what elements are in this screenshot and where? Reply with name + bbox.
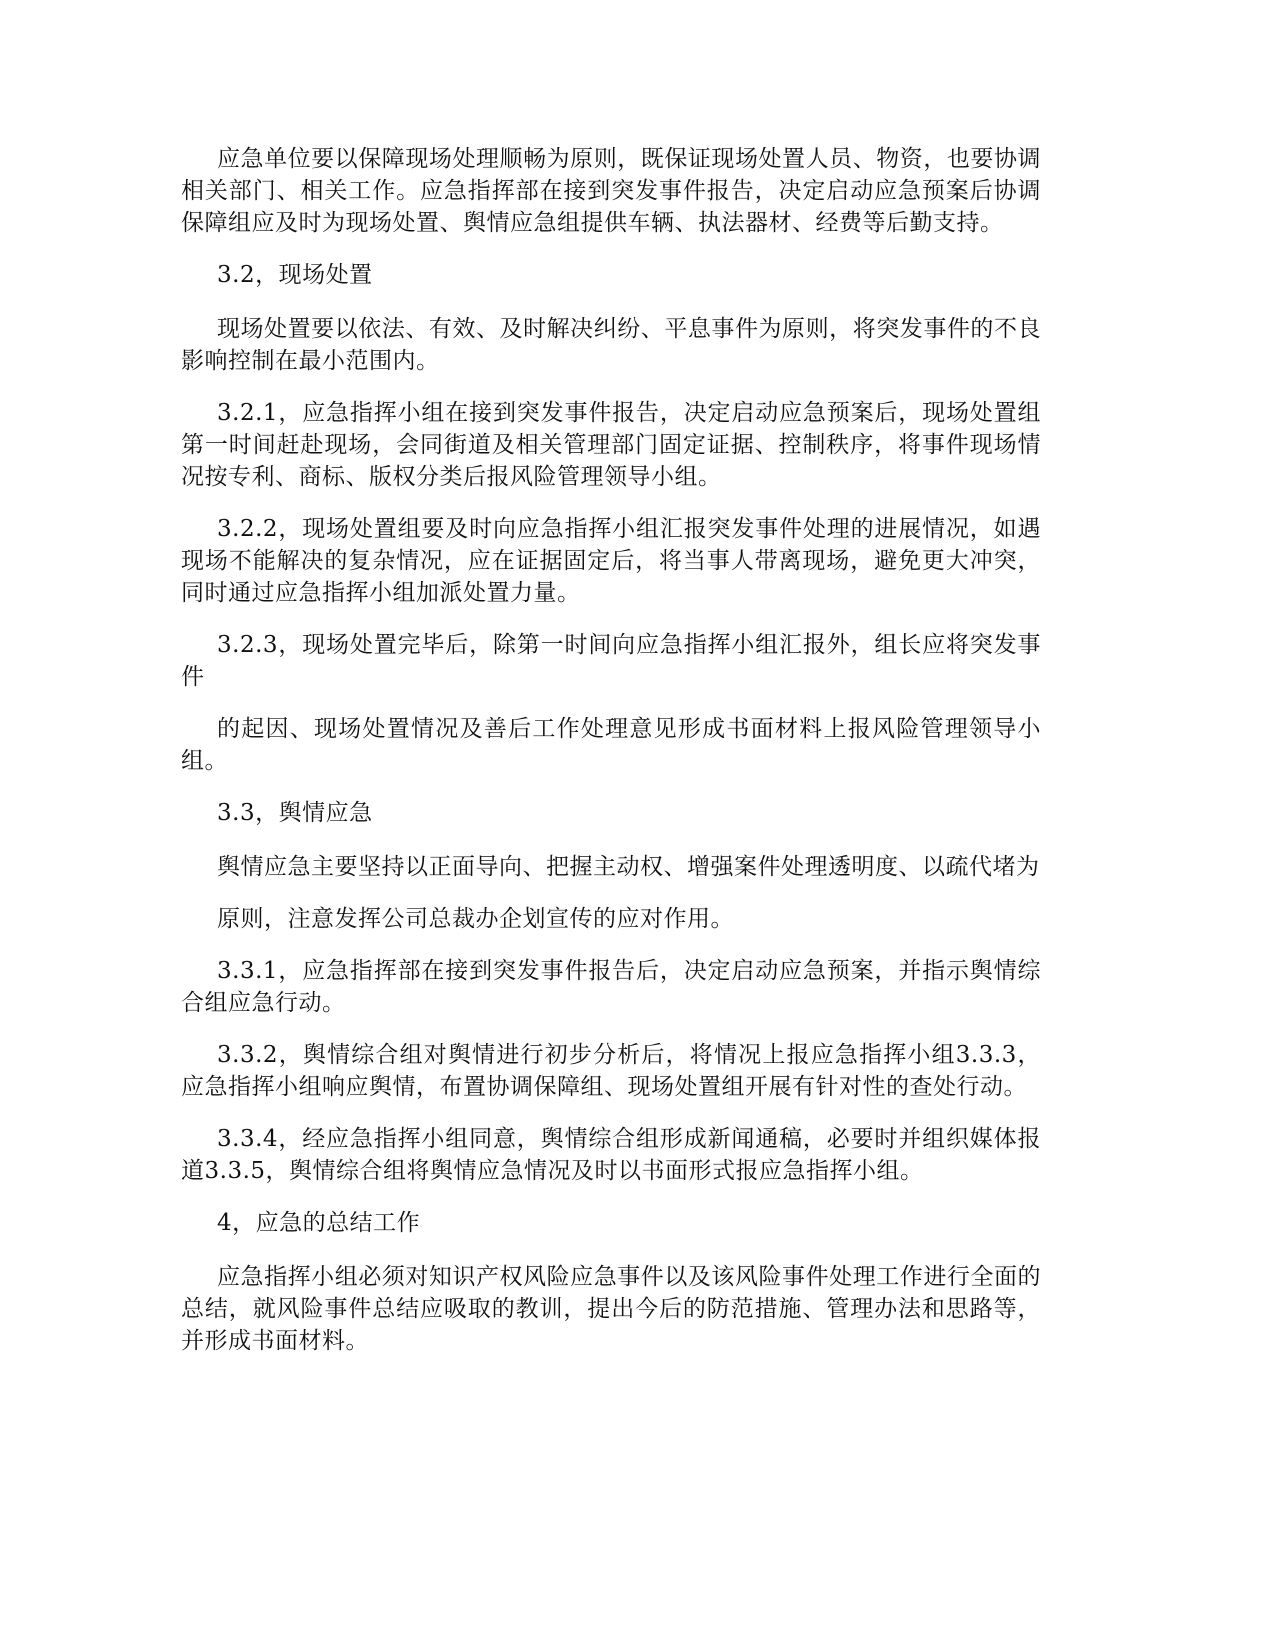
paragraph-3-2-1: 3.2.1，应急指挥小组在接到突发事件报告，决定启动应急预案后，现场处置组第一时间赶赴现场，会同街道及相关管理部门固定证据、控制秩序，将事件现场情况按专利、商标、版权分类后报风险管理领导小组。 bbox=[181, 400, 1041, 490]
paragraph-3-2-3: 3.2.3，现场处置完毕后，除第一时间向应急指挥小组汇报外，组长应将突发事件 bbox=[181, 632, 1041, 690]
document-body bbox=[181, 143, 1041, 1377]
section-heading-3-3: 3.3，舆情应急 bbox=[217, 800, 373, 826]
paragraph-3-3-4-5: 3.3.4，经应急指挥小组同意，舆情综合组形成新闻通稿，必要时并组织媒体报道3.3.5，舆情综合组将舆情应急情况及时以书面形式报应急指挥小组。 bbox=[181, 1126, 1041, 1184]
paragraph-public-opinion-principle: 舆情应急主要坚持以正面导向、把握主动权、增强案件处理透明度、以疏代堵为 bbox=[217, 854, 1040, 880]
paragraph-onsite-principle: 现场处置要以依法、有效、及时解决纠纷、平息事件为原则，将突发事件的不良影响控制在最小范围内。 bbox=[181, 316, 1041, 374]
paragraph-3-3-1: 3.3.1，应急指挥部在接到突发事件报告后，决定启动应急预案，并指示舆情综合组应急行动。 bbox=[181, 958, 1041, 1016]
paragraph-summary-work: 应急指挥小组必须对知识产权风险应急事件以及该风险事件处理工作进行全面的总结，就风险事件总结应吸取的教训，提出今后的防范措施、管理办法和思路等，并形成书面材料。 bbox=[181, 1264, 1041, 1354]
paragraph-3-2-2: 3.2.2，现场处置组要及时向应急指挥小组汇报突发事件处理的进展情况，如遇现场不能解决的复杂情况，应在证据固定后，将当事人带离现场，避免更大冲突，同时通过应急指挥小组加派处置力量。 bbox=[181, 516, 1041, 606]
paragraph-public-opinion-principle-continued: 原则，注意发挥公司总裁办企划宣传的应对作用。 bbox=[217, 906, 734, 932]
paragraph-3-3-2-3: 3.3.2，舆情综合组对舆情进行初步分析后，将情况上报应急指挥小组3.3.3，应急指挥小组响应舆情，布置协调保障组、现场处置组开展有针对性的查处行动。 bbox=[181, 1042, 1041, 1100]
section-heading-3-2: 3.2，现场处置 bbox=[217, 262, 373, 288]
section-heading-4: 4，应急的总结工作 bbox=[217, 1210, 421, 1236]
paragraph-3-2-3-continued: 的起因、现场处置情况及善后工作处理意见形成书面材料上报风险管理领导小组。 bbox=[181, 716, 1041, 774]
paragraph-logistics-support: 应急单位要以保障现场处理顺畅为原则，既保证现场处置人员、物资，也要协调相关部门、相关工作。应急指挥部在接到突发事件报告，决定启动应急预案后协调保障组应及时为现场处置、舆情应急组提供车辆、执法器材、经费等后勤支持。 bbox=[181, 146, 1041, 236]
